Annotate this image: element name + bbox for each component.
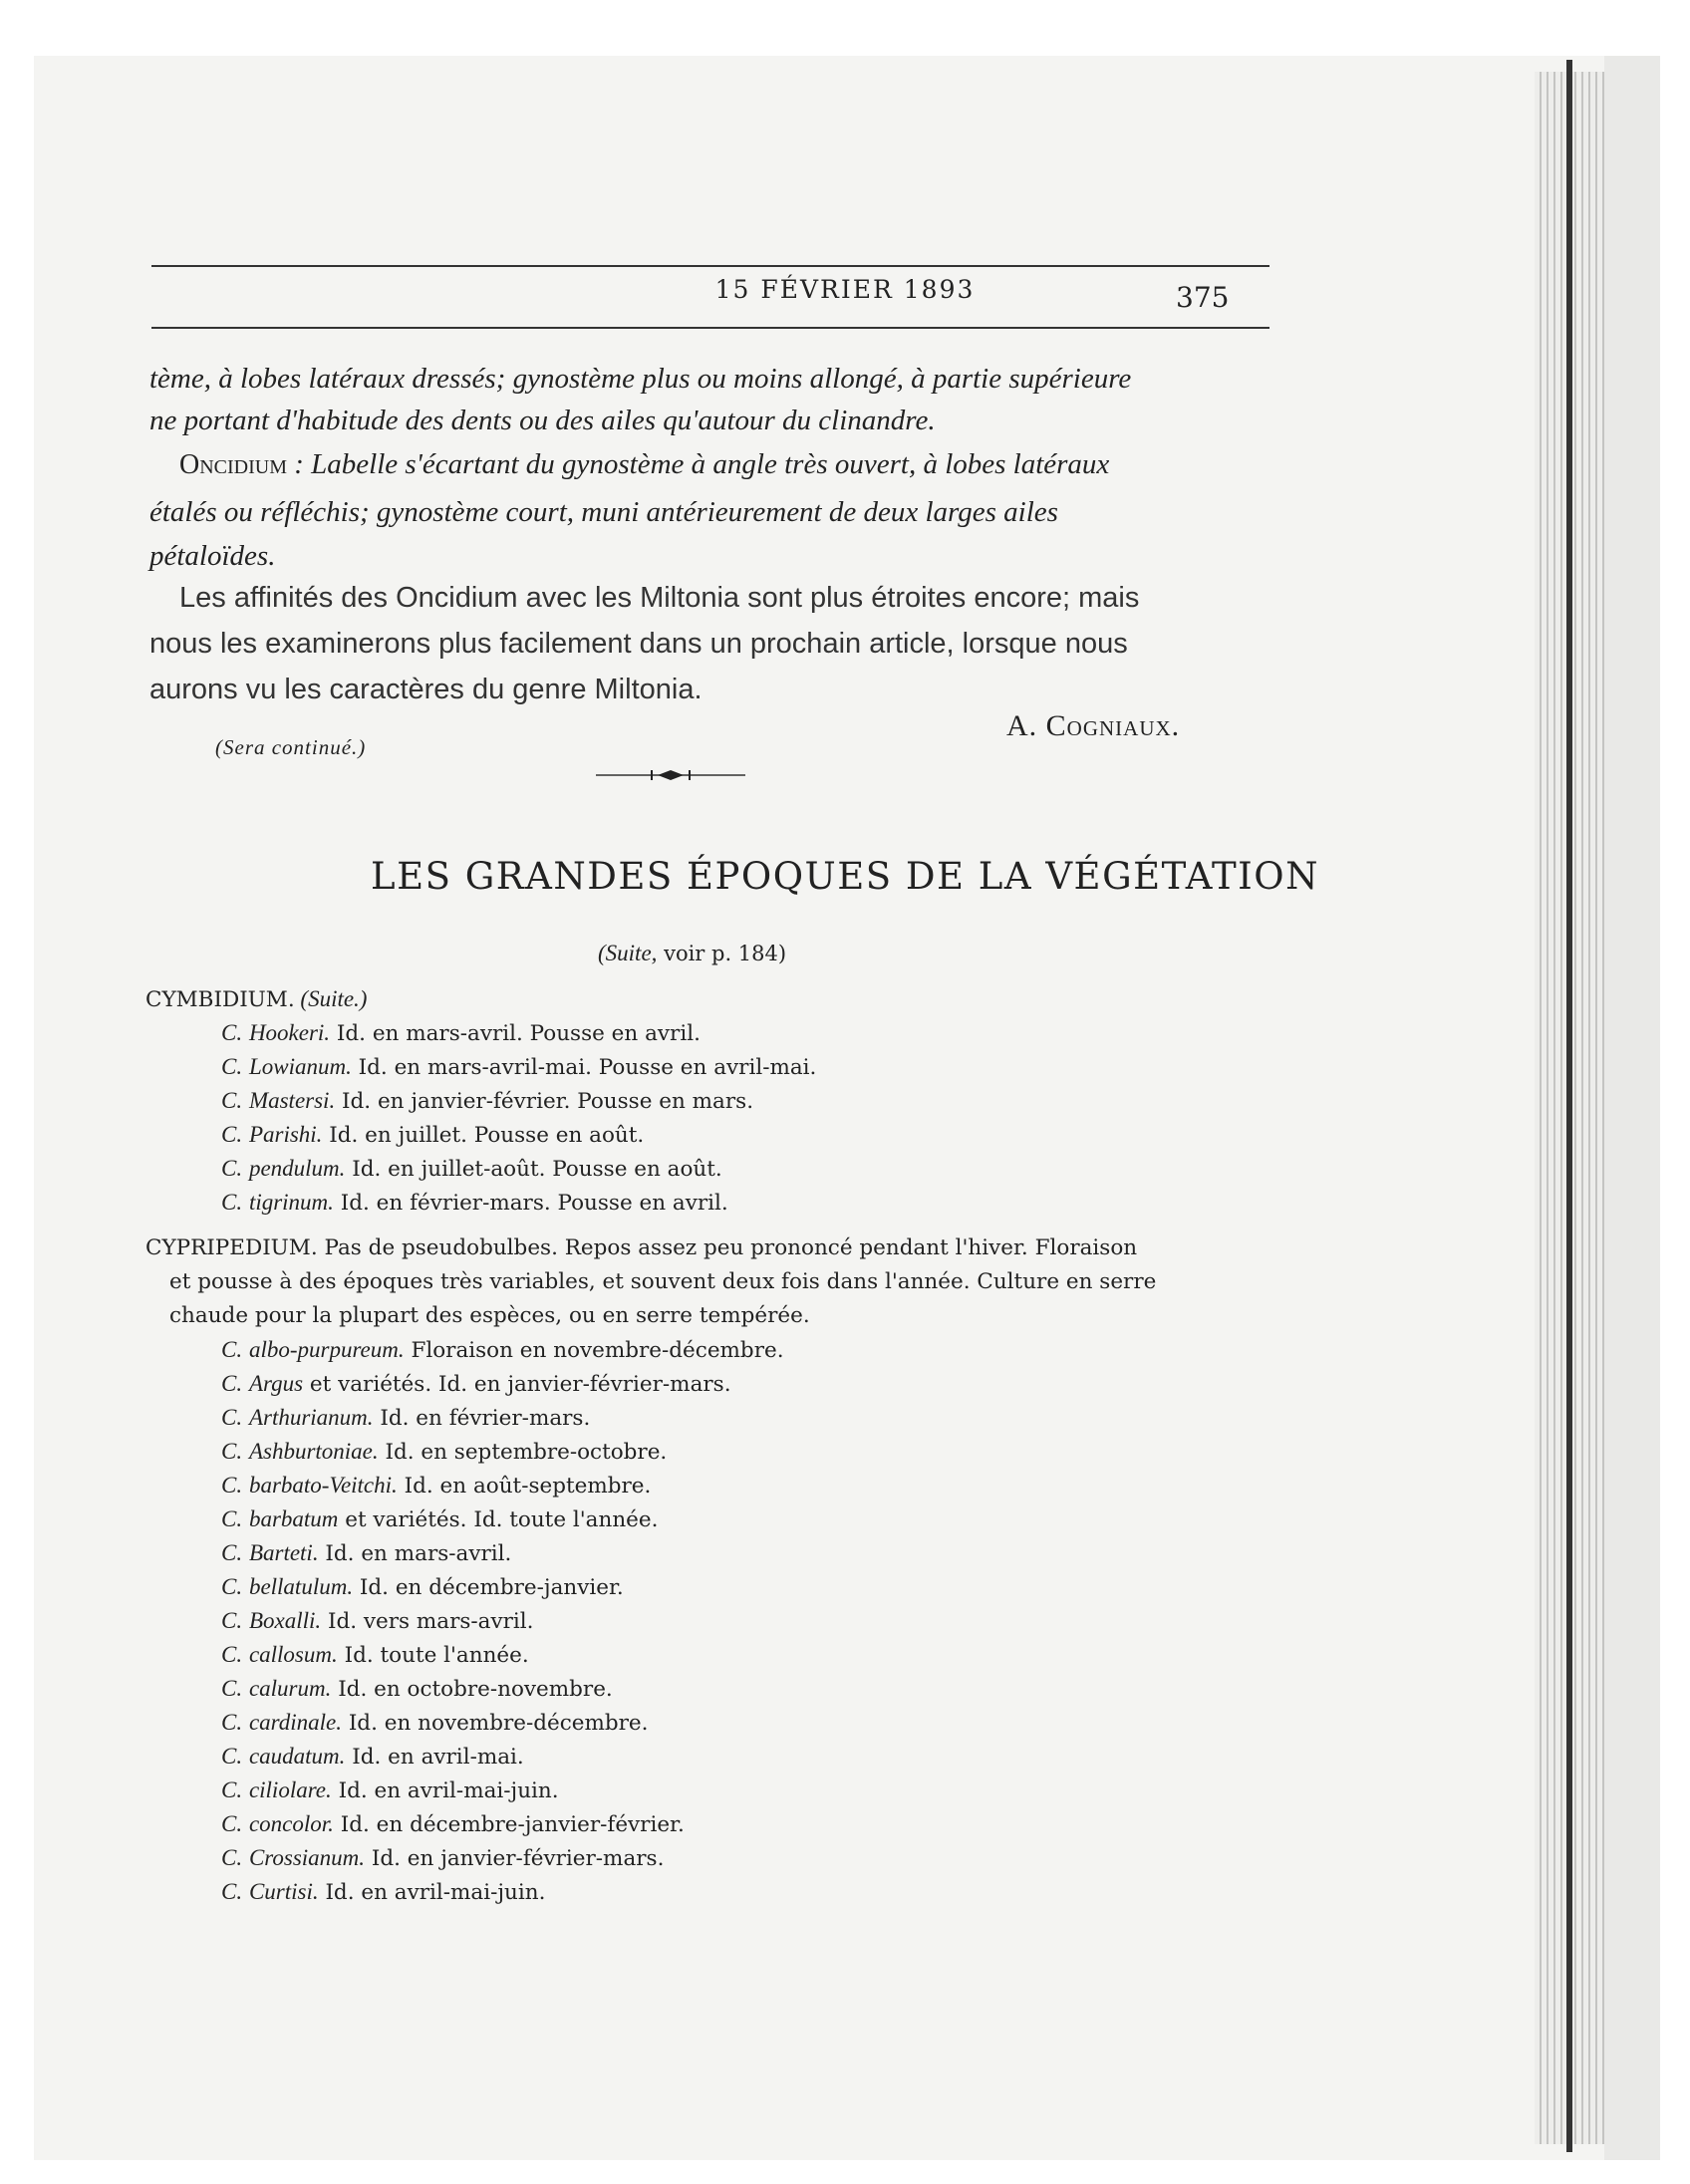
text-line: étalés ou réfléchis; gynostème court, muni antérieurement de deux larges ailes [149, 496, 1058, 528]
species-entry [221, 1676, 613, 1702]
species-details: et variétés. Id. toute l'année. [338, 1507, 659, 1532]
species-entry [221, 1405, 590, 1431]
text-line: et pousse à des époques très variables, et souvent deux fois dans l'année. Culture en serre [169, 1269, 1157, 1294]
continued-note: (Sera continué.) [215, 735, 367, 759]
text-line: Les affinités des Oncidium avec les Miltonia sont plus étroites encore; mais [179, 582, 1140, 614]
species-name: concolor. [248, 1811, 334, 1836]
genus-abbrev: C. [221, 1506, 243, 1531]
species-name: Ashburtoniae. [248, 1439, 379, 1464]
species-name: callosum. [248, 1642, 338, 1667]
header-bottom-rule [151, 327, 1269, 329]
genus-abbrev: C. [221, 1744, 243, 1769]
page-number: 375 [1176, 281, 1230, 314]
species-details: Id. en août-septembre. [397, 1474, 652, 1499]
species-name: Hookeri. [248, 1020, 331, 1045]
genus-abbrev: C. [221, 1190, 243, 1215]
text-line: chaude pour la plupart des espèces, ou en serre tempérée. [169, 1303, 810, 1328]
text-line: pétaloïdes. [149, 540, 276, 572]
species-details: Id. en février-mars. Pousse en avril. [333, 1191, 728, 1216]
species-name: Boxalli. [248, 1608, 322, 1633]
species-entry [221, 1608, 534, 1634]
header-date: 15 FÉVRIER 1893 [714, 275, 976, 304]
species-details: Id. vers mars-avril. [321, 1609, 534, 1634]
species-entry [221, 1473, 651, 1499]
species-details: Id. en janvier-février-mars. [365, 1846, 665, 1871]
species-entry [221, 1879, 545, 1905]
species-details: Id. en mars-avril. Pousse en avril. [330, 1021, 701, 1046]
oncidium-paragraph-line [179, 448, 1109, 481]
cymbidium-heading [145, 986, 367, 1012]
species-details: Id. en juillet-août. Pousse en août. [345, 1157, 722, 1182]
species-details: Id. en novembre-décembre. [341, 1711, 649, 1736]
species-name: barbatum [248, 1506, 339, 1531]
genus-abbrev: C. [221, 1540, 243, 1565]
species-name: Parishi. [248, 1122, 323, 1147]
page-right-margin [1604, 56, 1660, 2160]
species-entry [221, 1190, 728, 1216]
species-entry [221, 1811, 685, 1837]
genus-abbrev: C. [221, 1337, 243, 1362]
genus-abbrev: C. [221, 1405, 243, 1430]
genus-abbrev: C. [221, 1088, 243, 1113]
species-details: et variétés. Id. en janvier-février-mars. [303, 1372, 731, 1397]
genus-abbrev: C. [221, 1054, 243, 1079]
genus-abbrev: C. [221, 1020, 243, 1045]
species-name: Argus [248, 1371, 304, 1396]
genus-abbrev: C. [221, 1845, 243, 1870]
species-name: Curtisi. [248, 1879, 319, 1904]
genus-abbrev: C. [221, 1122, 243, 1147]
subtitle-italic: (Suite, [598, 941, 658, 965]
article-title: LES GRANDES ÉPOQUES DE LA VÉGÉTATION [371, 855, 1319, 898]
species-details: Id. en décembre-janvier. [353, 1575, 624, 1600]
species-entry [221, 1439, 667, 1465]
species-entry [221, 1122, 644, 1148]
genus-abbrev: C. [221, 1608, 243, 1633]
species-entry [221, 1088, 753, 1114]
genus-abbrev: C. [221, 1879, 243, 1904]
species-details: Floraison en novembre-décembre. [404, 1338, 784, 1363]
genus-abbrev: C. [221, 1439, 243, 1464]
binding-shadow [1566, 60, 1572, 2152]
species-entry [221, 1540, 511, 1566]
species-entry [221, 1337, 784, 1363]
text-line: ne portant d'habitude des dents ou des ailes qu'autour du clinandre. [149, 405, 936, 436]
subtitle-text: voir p. 184) [657, 942, 787, 965]
species-entry [221, 1506, 658, 1532]
oncidium-label: Oncidium [179, 449, 287, 480]
species-name: Crossianum. [248, 1845, 366, 1870]
text-line: aurons vu les caractères du genre Miltonia. [149, 674, 703, 705]
article-subtitle [598, 941, 786, 966]
species-details: Id. en avril-mai-juin. [318, 1880, 546, 1905]
species-name: tigrinum. [248, 1190, 334, 1215]
species-entry [221, 1642, 529, 1668]
species-entry [221, 1054, 816, 1080]
species-details: Id. en avril-mai-juin. [331, 1778, 559, 1803]
species-details: Id. en décembre-janvier-février. [333, 1812, 685, 1837]
species-details: Id. en mars-avril-mai. Pousse en avril-mai. [351, 1055, 817, 1080]
species-entry [221, 1744, 524, 1770]
genus-abbrev: C. [221, 1676, 243, 1701]
species-name: albo-purpureum. [248, 1337, 405, 1362]
header-top-rule [151, 265, 1269, 267]
genus-abbrev: C. [221, 1371, 243, 1396]
species-name: cardinale. [248, 1710, 342, 1735]
species-name: ciliolare. [248, 1777, 332, 1802]
genus-abbrev: C. [221, 1574, 243, 1599]
text-line: tème, à lobes latéraux dressés; gynostème plus ou moins allongé, à partie supérieure [149, 363, 1132, 395]
species-name: bellatulum. [248, 1574, 354, 1599]
species-details: Id. en mars-avril. [318, 1541, 512, 1566]
species-entry [221, 1845, 664, 1871]
cypripedium-paragraph-line [145, 1235, 1137, 1260]
species-name: Mastersi. [248, 1088, 336, 1113]
genus-heading: CYPRIPEDIUM. [145, 1235, 318, 1260]
species-details: Id. en février-mars. [373, 1406, 591, 1431]
genus-heading: CYMBIDIUM. [145, 987, 295, 1012]
species-details: Id. en juillet. Pousse en août. [322, 1123, 645, 1148]
species-entry [221, 1371, 731, 1397]
species-name: pendulum. [248, 1156, 346, 1181]
species-name: Arthurianum. [248, 1405, 374, 1430]
text-line: nous les examinerons plus facilement dans un prochain article, lorsque nous [149, 628, 1128, 660]
oncidium-text: : Labelle s'écartant du gynostème à angle très ouvert, à lobes latéraux [287, 448, 1110, 480]
species-details: Id. en janvier-février. Pousse en mars. [335, 1089, 754, 1114]
section-divider-ornament [596, 767, 745, 783]
species-details: Id. en avril-mai. [345, 1745, 524, 1770]
species-entry [221, 1574, 624, 1600]
genus-abbrev: C. [221, 1777, 243, 1802]
species-name: calurum. [248, 1676, 332, 1701]
genus-abbrev: C. [221, 1156, 243, 1181]
species-name: Lowianum. [248, 1054, 352, 1079]
species-details: Id. en septembre-octobre. [378, 1440, 668, 1465]
suite-label: (Suite.) [294, 986, 368, 1011]
species-name: caudatum. [248, 1744, 346, 1769]
species-name: barbato-Veitchi. [248, 1473, 398, 1498]
species-entry [221, 1710, 648, 1736]
genus-abbrev: C. [221, 1473, 243, 1498]
species-entry [221, 1156, 722, 1182]
species-entry [221, 1777, 559, 1803]
species-details: Id. en octobre-novembre. [331, 1677, 613, 1702]
cypripedium-text: Pas de pseudobulbes. Repos assez peu prononcé pendant l'hiver. Floraison [317, 1235, 1138, 1260]
species-entry [221, 1020, 701, 1046]
author-signature: A. Cogniaux. [1006, 709, 1181, 742]
species-name: Barteti. [248, 1540, 319, 1565]
genus-abbrev: C. [221, 1811, 243, 1836]
genus-abbrev: C. [221, 1642, 243, 1667]
genus-abbrev: C. [221, 1710, 243, 1735]
species-details: Id. toute l'année. [337, 1643, 529, 1668]
